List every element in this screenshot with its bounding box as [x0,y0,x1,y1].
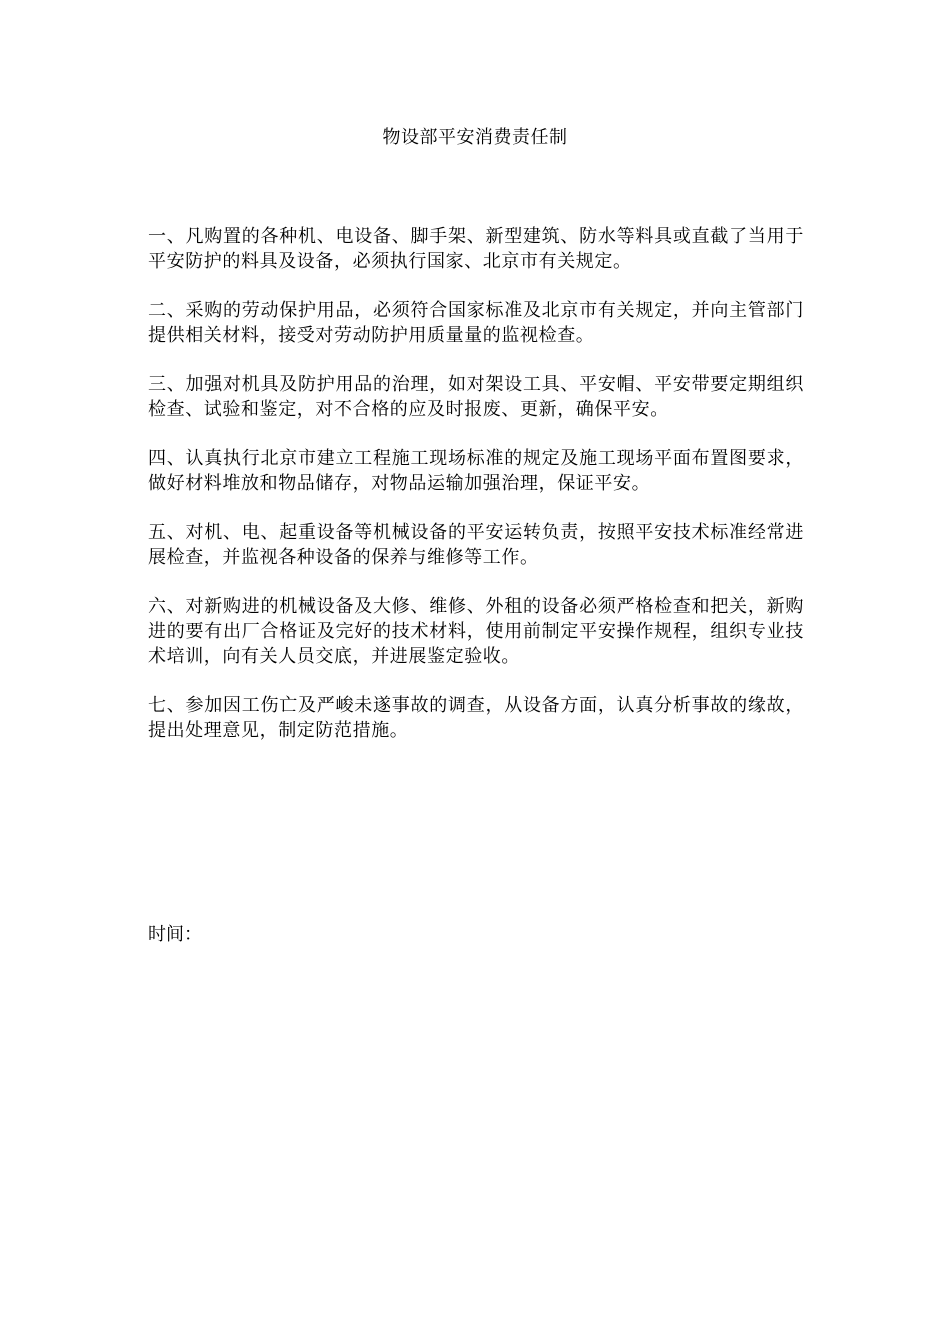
paragraph-7: 七、参加因工伤亡及严峻未遂事故的调查，从设备方面，认真分析事故的缘故，提出处理意见，制定防范措施。 [148,695,804,741]
paragraph-6: 六、对新购进的机械设备及大修、维修、外租的设备必须严格检查和把关，新购进的要有出厂合格证及完好的技术材料，使用前制定平安操作规程，组织专业技术培训，向有关人员交底，并进展鉴定验收。 [148,596,804,667]
paragraph-2: 二、采购的劳动保护用品，必须符合国家标准及北京市有关规定，并向主管部门提供相关材料，接受对劳动防护用质量量的监视检查。 [148,300,804,346]
document-title: 物设部平安消费责任制 [382,127,568,148]
paragraph-3: 三、加强对机具及防护用品的治理，如对架设工具、平安帽、平安带要定期组织检查、试验和鉴定，对不合格的应及时报废、更新，确保平安。 [148,374,804,420]
document-body [148,224,804,767]
paragraph-5: 五、对机、电、起重设备等机械设备的平安运转负责，按照平安技术标准经常进展检查，并监视各种设备的保养与维修等工作。 [148,522,804,568]
time-label: 时间： [148,924,202,945]
paragraph-4: 四、认真执行北京市建立工程施工现场标准的规定及施工现场平面布置图要求，做好材料堆放和物品储存，对物品运输加强治理，保证平安。 [148,448,804,494]
paragraph-1: 一、凡购置的各种机、电设备、脚手架、新型建筑、防水等料具或直截了当用于平安防护的料具及设备，必须执行国家、北京市有关规定。 [148,226,804,272]
